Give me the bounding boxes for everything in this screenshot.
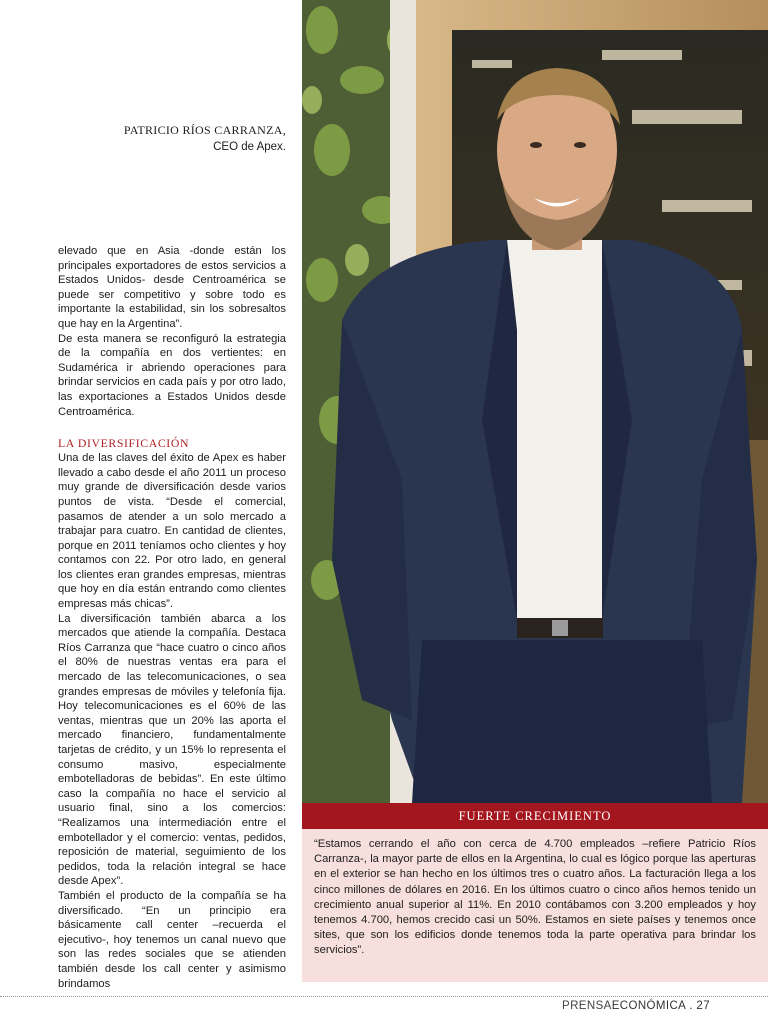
publication-name-b: ECONÓMICA [611,1000,686,1012]
article-paragraph: La diversificación también abarca a los mercados que atiende la compañía. Destaca Ríos Carranza que “hace cuatro o cinco años el 80% de nuestras ventas era para el mercado de las telecomunicaciones, o sea grandes empresas de móviles y telefonía fija. Hoy telecomunicaciones es el 60% de las ventas, mientras que un 20% las aporta el mercado financiero, fundamentalmente tarjetas de crédito, y un 15% lo representa el consumo masivo, especialmente embotelladoras de bebidas”. En este último caso la compañía no hace el servicio al usuario final, sino a los comercios: “Realizamos una intermediación entre el embotellador y el comercio: ventas, pedidos, reposición de material, seguimiento de los pedidos, toda la relación integral se hace desde Apex”. [58,612,286,888]
sidebar-title: FUERTE CRECIMIENTO [302,803,768,829]
article-column [58,244,286,991]
photo-caption [60,122,286,156]
section-heading: LA DIVERSIFICACIÓN [58,436,190,451]
sidebar-box [302,829,768,982]
footer-separator: . [685,1000,697,1012]
portrait-illustration [302,0,768,803]
portrait-photo [302,0,768,803]
article-paragraph: elevado que en Asia -donde están los principales exportadores de estos servicios a Estados Unidos- desde Centroamérica se puede ser competitivo y sobre todo es importante la estabilidad, sin los sobresaltos que hay en la Argentina”. [58,245,286,330]
sidebar-text: “Estamos cerrando el año con cerca de 4.700 empleados –refiere Patricio Ríos Carranza-, la mayor parte de ellos en la Argentina, lo cual es lógico porque las aperturas en el exterior se han hecho en los últimos tres o cuatro años. La facturación llega a los cinco millones de dólares en 2016. En los últimos cuatro o cinco años hemos tenido un crecimiento anual superior al 11%. En 2010 contábamos con 3.200 empleados y hoy tenemos 4.700, hemos crecido casi un 50%. Estamos en siete países y tenemos once sites, que son los edificios donde tenemos toda la parte operativa para brindar los servicios”. [314,838,756,957]
article-paragraph: También el producto de la compañía se ha diversificado. “En un principio era básicamente call center –recuerda el ejecutivo-, hoy tenemos un canal nuevo que son las redes sociales que se atienden también desde los call center y asimismo brindamos [58,889,286,990]
page-number: 27 [696,1000,710,1012]
caption-role: CEO de Apex. [213,141,286,153]
caption-name: PATRICIO RÍOS CARRANZA, [123,123,286,137]
page-footer [562,1000,710,1012]
footer-rule [0,996,768,997]
article-paragraph: Una de las claves del éxito de Apex es haber llevado a cabo desde el año 2011 un proceso muy grande de diversificación desde varios puntos de vista. “Desde el comercial, pasamos de atender a un solo mercado a trabajar para cuatro. En cantidad de clientes, porque en 2011 teníamos ocho clientes y hoy contamos con 22. Por otro lado, en general los clientes eran grandes empresas, mientras que hoy en día están entrando como clientes empresas más chicas”. [58,452,286,611]
article-paragraph: De esta manera se reconfiguró la estrategia de la compañía en dos vertientes: en Sudamérica ir abriendo operaciones para brindar servicios en cada país y por otro lado, las exportaciones a Estados Unidos desde Centroamérica. [58,332,286,418]
publication-name-a: PRENSA [562,1000,612,1012]
